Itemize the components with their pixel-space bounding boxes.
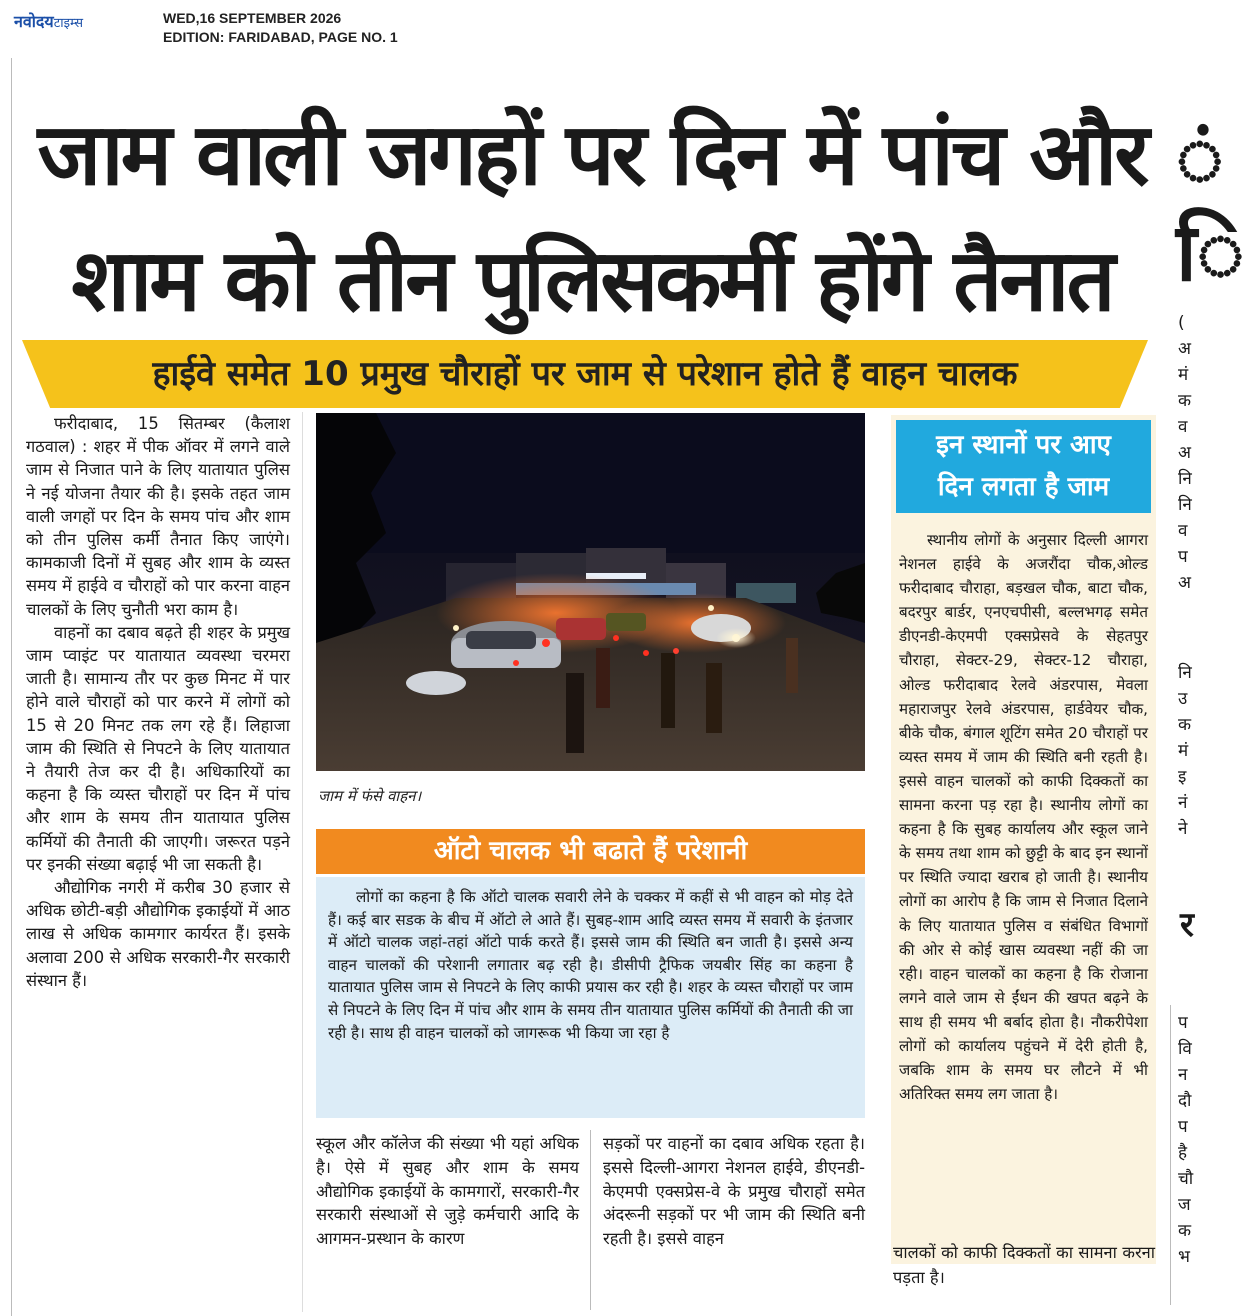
edition-info (163, 9, 398, 47)
jam-locations-heading-line-1: इन स्थानों पर आए (936, 430, 1111, 460)
left-column-rule (11, 58, 12, 1316)
story-column-3: सड़कों पर वाहनों का दबाव अधिक रहता है। इससे दिल्ली-आगरा नेशनल हाईवे, डीएनडी-केएमपी एक्सप्रेस-वे के प्रमुख चौराहों समेत अंदरूनी सड़कों पर भी जाम की स्थिति बनी रहती है। इससे वाहन (603, 1134, 865, 1249)
adjacent-headline-fragment: ि (1176, 206, 1244, 299)
newspaper-logo (14, 10, 83, 32)
column-divider (302, 412, 303, 1312)
story-paragraph: औद्योगिक नगरी में करीब 30 हजार से अधिक छोटी-बड़ी औद्योगिक इकाईयों में आठ लाख से अधिक कामगार कार्यरत हैं। इसके अलावा 200 से अधिक सरकारी-गैर सरकारी संस्थान हैं। (26, 878, 290, 990)
traffic-jam-photo (316, 413, 865, 771)
jam-locations-heading (896, 420, 1151, 513)
photo-caption: जाम में फंसे वाहन। (318, 787, 422, 805)
logo-main-text: नवोदय (14, 12, 54, 31)
logo-sub-text: टाइम्स (53, 16, 84, 31)
adjacent-story-column (1166, 0, 1244, 1316)
headline-line-2: शाम को तीन पुलिसकर्मी होंगे तैनात (71, 231, 1113, 331)
jam-locations-text (899, 528, 1148, 1106)
column-divider (590, 1130, 591, 1310)
auto-drivers-box-heading: ऑटो चालक भी बढाते हैं परेशानी (316, 829, 865, 874)
masthead (0, 0, 1192, 56)
date-line: WED,16 SEPTEMBER 2026 (163, 10, 342, 26)
story-column-4: चालकों को काफी दिक्कतों का सामना करना पड़ता है। (893, 1243, 1155, 1287)
story-column-2: स्कूल और कॉलेज की संख्या भी यहां अधिक है। ऐसे में सुबह और शाम के समय औद्योगिक इकाईयों के कामगारों, सरकारी-गैर सरकारी संस्थाओं से जुड़े कर्मचारी आदि के आगमन-प्रस्थान के कारण (316, 1134, 579, 1249)
jam-locations-heading-line-2: दिन लगता है जाम (937, 472, 1110, 502)
night-traffic-illustration (316, 413, 865, 771)
adjacent-text-fragment: ( अ मं क व अ नि नि व प अ (1178, 313, 1192, 593)
column-divider (1170, 1005, 1171, 1305)
story-paragraph: फरीदाबाद, 15 सितम्बर (कैलाश गठवाल) : शहर में पीक ऑवर में लगने वाले जाम से निजात पाने के लिए यातायात पुलिस ने नई योजना तैयार की है। इसके तहत जाम वाली जगहों पर दिन के समय पांच और शाम को तीन पुलिस कर्मी तैनात किए जाएंगे। कामकाजी दिनों में सुबह और शाम के व्यस्त समय में हाईवे व चौराहों को पार करना वाहन चालकों के लिए चुनौती भरा काम है। (26, 414, 290, 619)
headline-line-1: जाम वाली जगहों पर दिन में पांच और (37, 105, 1147, 205)
jam-locations-paragraph: स्थानीय लोगों के अनुसार दिल्ली आगरा नेशनल हाईवे के अजरौंदा चौक,ओल्ड फरीदाबाद चौराहा, बड़खल चौक, बाटा चौक, बदरपुर बार्डर, एनएचपीसी, बल्लभगढ़ समेत डीएनडी-केएमपी एक्सप्रेसवे के सेहतपुर चौराहा, सेक्टर-29, सेक्टर-12 चौराहा, ओल्ड फरीदाबाद रेलवे अंडरपास, मेवला महाराजपुर रेलवे अंडरपास, हार्डवेयर चौक, बीके चौक, बंगाल शूटिंग समेत 20 चौराहों पर व्यस्त समय में जाम की स्थिति बनी रहती है। इससे वाहन चालकों को काफी दिक्कतों का सामना करना पड़ रहा है। स्थानीय लोगों का कहना है कि सुबह कार्यालय और स्कूल जाने के समय तथा शाम को छुट्टी के बाद इन स्थानों पर स्थिति ज्यादा खराब हो जाती है। स्थानीय लोगों का आरोप है कि जाम से निजात दिलाने के लिए यातायात पुलिस व संबंधित विभागों की ओर से कोई खास व्यवस्था नहीं की जा रही। वाहन चालकों का कहना है कि रोजाना लगने वाले जाम से ईंधन की खपत बढ़ने के साथ ही समय भी बर्बाद होता है। नौकरीपेशा लोगों को कार्यालय पहुंचने में देरी होती है, जबकि शाम के समय घर लौटने में भी अतिरिक्त समय लग जाता है। (899, 531, 1148, 1104)
adjacent-text-fragment: प वि न दौ प है चौ ज क भ (1178, 1013, 1194, 1267)
story-paragraph: वाहनों का दबाव बढ़ते ही शहर के प्रमुख जाम प्वाइंट पर यातायात व्यवस्था चरमरा जाती है। सामान्य तौर पर कुछ मिनट में पार होने वाले चौराहों को पार करने में लोगों को 15 से 20 मिनट तक लग रहे हैं। लिहाजा जाम की स्थिति से निपटने के लिए यातायात ने तैयारी तेज कर दी है। अधिकारियों का कहना है कि व्यस्त चौराहों पर दिन में पांच और शाम के समय तीन यातायात पुलिस कर्मियों की तैनाती की जाएगी। जरूरत पड़ने पर इनकी संख्या बढ़ाई भी जा सकती है। (26, 622, 290, 874)
auto-drivers-text: लोगों का कहना है कि ऑटो चालक सवारी लेने के चक्कर में कहीं से भी वाहन को मोड़ देते हैं। कई बार सडक के बीच में ऑटो ले आते हैं। सुबह-शाम आदि व्यस्त समय में सवारी के इंतजार में ऑटो चालक जहां-तहां ऑटो पार्क करते हैं। इससे जाम की स्थिति बन जाती है। इससे अन्य वाहन चालकों की परेशानी लगातार बढ़ रही है। डीसीपी ट्रैफिक जयबीर सिंह का कहना है यातायात पुलिस जाम से निपटने के लिए काफी प्रयास कर रही है। शहर के व्यस्त चौराहों पर जाम से निपटने के लिए दिन में पांच और शाम के समय तीन यातायात पुलिस कर्मियों की तैनाती की जा रही है। साथ ही वाहन चालकों को जागरूक भी किया जा रहा है (328, 888, 853, 1042)
edition-line: EDITION: FARIDABAD, PAGE NO. 1 (163, 29, 398, 45)
adjacent-text-fragment: नि उ क मं इ नं ने (1178, 663, 1192, 839)
adjacent-headline-fragment: ं (1176, 111, 1224, 204)
subheadline: हाईवे समेत 10 प्रमुख चौराहों पर जाम से परेशान होते हैं वाहन चालक (152, 354, 1018, 394)
story-column-1 (26, 412, 290, 992)
adjacent-subhead-fragment: र (1180, 905, 1194, 945)
auto-drivers-box (316, 877, 865, 1118)
main-headline (22, 92, 1162, 344)
